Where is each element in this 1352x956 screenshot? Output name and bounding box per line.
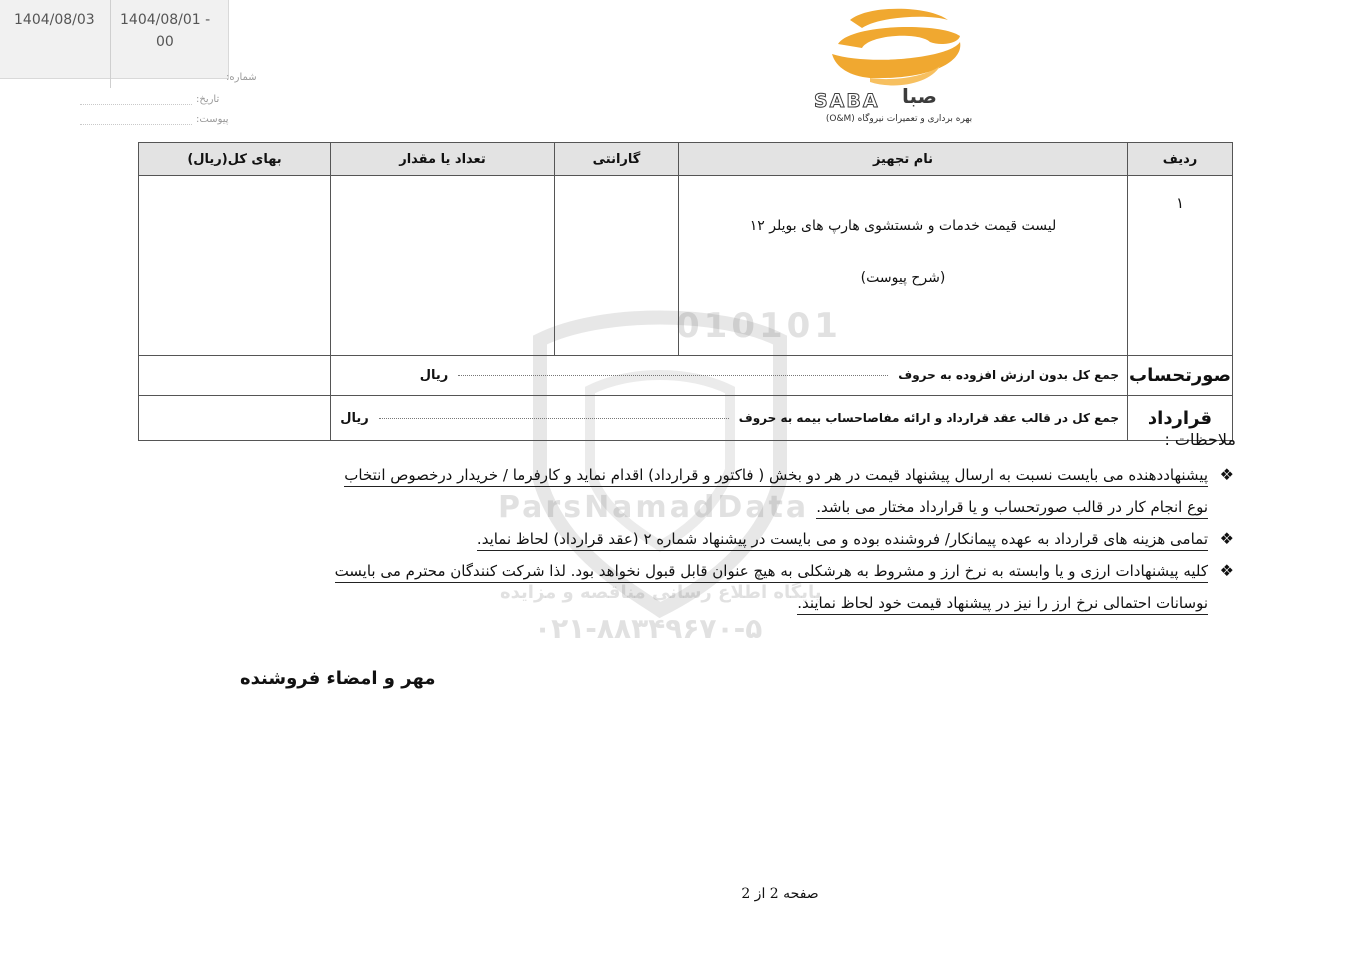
contract-sum-text: جمع کل در قالب عقد قرارداد و ارائه مفاصاحساب بیمه به حروف [738, 410, 1119, 425]
logo-latin-text: SABA [814, 90, 880, 112]
diamond-bullet-icon: ❖ [1219, 561, 1234, 580]
header-total: بهای کل(ریال) [139, 143, 331, 176]
list-item [236, 555, 1236, 619]
notes-section [236, 430, 1236, 619]
note-3-line-2: نوسانات احتمالی نرخ ارز را نیز در پیشنهاد قیمت خود لحاظ نمایند. [797, 594, 1208, 615]
contract-label: قرارداد [1128, 396, 1233, 441]
attachment-line [80, 124, 192, 125]
watermark-digits: 010101 [676, 306, 842, 346]
watermark-brand: ParsNamadData [498, 490, 810, 525]
saba-logo [810, 2, 990, 128]
invoice-row [139, 356, 1233, 396]
item-description [679, 176, 1128, 356]
header-equipment: نام تجهیز [679, 143, 1128, 176]
item-warranty-cell[interactable] [555, 176, 679, 356]
number-label: شماره: [226, 72, 257, 83]
logo-tagline: بهره برداری و تعمیرات نیروگاه (O&M) [825, 114, 973, 124]
table-header-row [139, 143, 1233, 176]
item-title: لیست قیمت خدمات و شستشوی هارپ های بویلر ۱۲ [749, 218, 1057, 234]
header-warranty: گارانتی [555, 143, 679, 176]
stamp-date-start: 1404/08/01 - [120, 12, 211, 28]
stamp-date-end: 1404/08/03 [14, 12, 95, 28]
list-item [236, 459, 1236, 523]
contract-unit: ریال [340, 410, 369, 426]
item-quantity-cell[interactable] [331, 176, 555, 356]
stamp-divider [110, 0, 111, 88]
table-row [139, 176, 1233, 356]
date-stamp [0, 0, 229, 79]
note-3-line-1: کلیه پیشنهادات ارزی و یا وابسته به نرخ ارز و مشروط به هرشکلی به هیچ عنوان قابل قبول نخواهد بود. لذا شرکت کنندگان محترم می بایست [335, 562, 1208, 583]
contract-dotted-line [379, 418, 729, 419]
seller-signature-label: مهر و امضاء فروشنده [240, 668, 436, 689]
invoice-total-cell[interactable] [139, 356, 331, 396]
saba-logo-mark [810, 2, 990, 92]
item-row-number: ۱ [1128, 176, 1233, 356]
invoice-dotted-line [458, 375, 888, 376]
invoice-sum-cell[interactable] [331, 356, 1128, 396]
notes-title: ملاحظات : [1164, 430, 1236, 449]
list-item [236, 523, 1236, 555]
diamond-bullet-icon: ❖ [1219, 465, 1234, 484]
logo-farsi-text: صبا [902, 84, 937, 108]
date-line [80, 104, 192, 105]
stamp-date-suffix: 00 [156, 34, 174, 50]
watermark-phone: ۰۲۱-۸۸۳۴۹۶۷۰-۵ [534, 612, 763, 645]
item-total-cell[interactable] [139, 176, 331, 356]
note-1-line-1: پیشنهاددهنده می بایست نسبت به ارسال پیشنهاد قیمت در هر دو بخش ( فاکتور و قرارداد) اقدام نماید و کارفرما / خریدار درخصوص انتخاب [344, 466, 1208, 487]
diamond-bullet-icon: ❖ [1219, 529, 1234, 548]
header-quantity: تعداد یا مقدار [331, 143, 555, 176]
note-2-line-1: تمامی هزینه های قرارداد به عهده پیمانکار/ فروشنده بوده و می بایست در پیشنهاد شماره ۲ (عقد قرارداد) لحاظ نماید. [477, 530, 1208, 551]
attachment-label: پیوست: [196, 114, 229, 125]
item-note: (شرح پیوست) [860, 270, 946, 286]
page-number: صفحه 2 از 2 [741, 886, 819, 902]
date-label: تاریخ: [196, 94, 220, 105]
price-table [138, 142, 1233, 441]
header-row-number: ردیف [1128, 143, 1233, 176]
invoice-unit: ریال [419, 368, 449, 383]
invoice-label: صورتحساب [1128, 356, 1233, 396]
note-1-line-2: نوع انجام کار در قالب صورتحساب و یا قرارداد مختار می باشد. [816, 498, 1208, 519]
invoice-sum-text: جمع کل بدون ارزش افزوده به حروف [898, 368, 1119, 382]
watermark-caption: پایگاه اطلاع رسانی مناقصه و مزایده [500, 582, 822, 603]
